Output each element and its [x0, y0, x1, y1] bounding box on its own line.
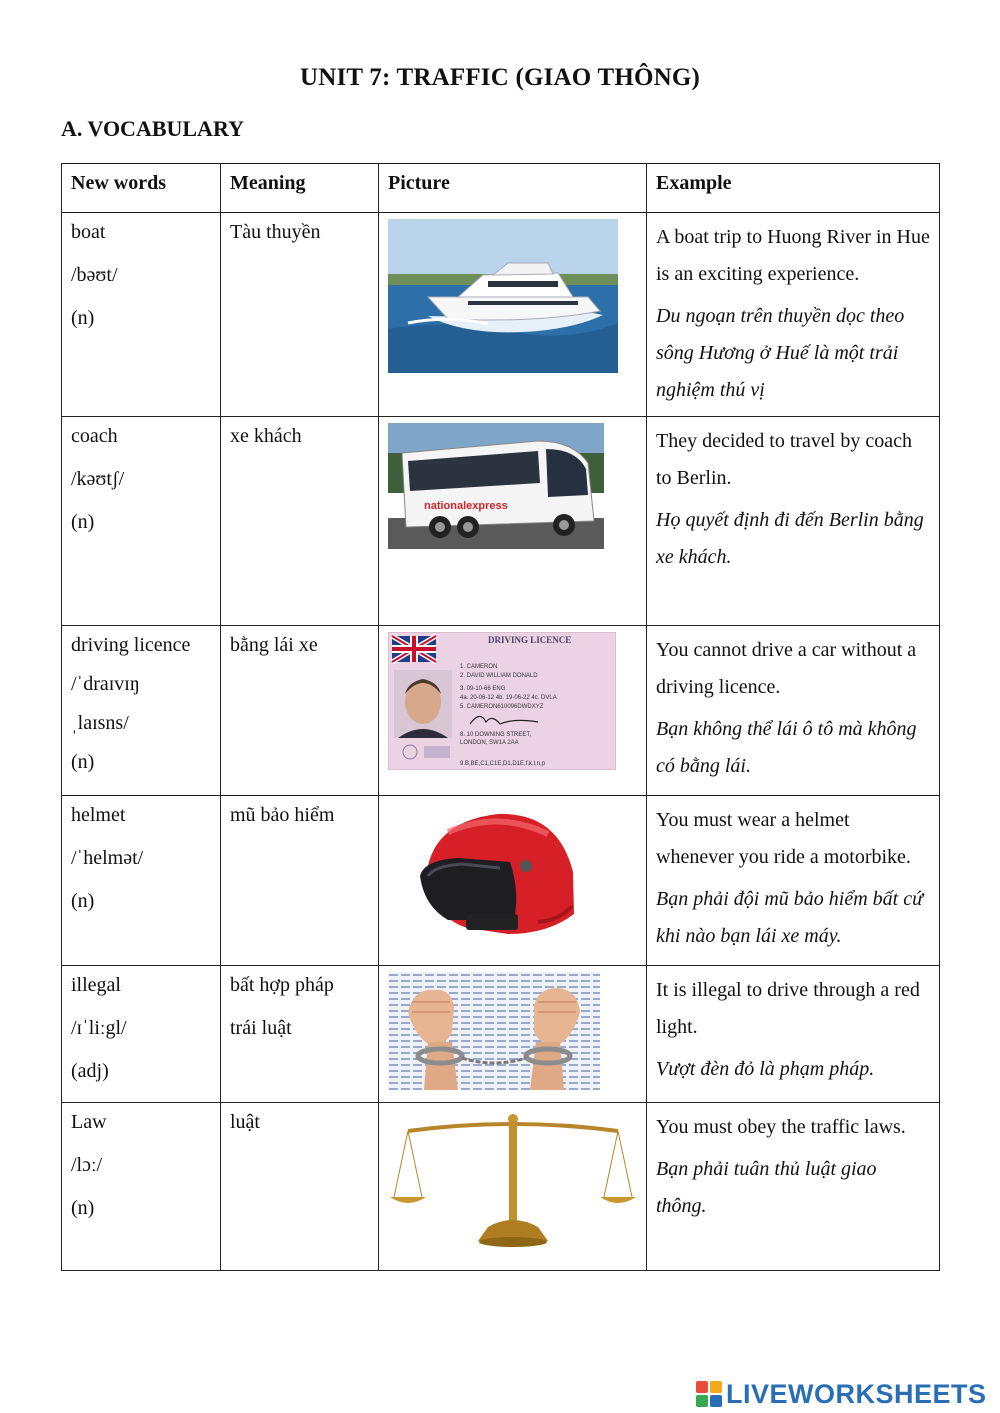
example-vietnamese: Du ngoạn trên thuyền dọc theo sông Hương ở Huế là một trải nghiệm thú vị	[656, 305, 905, 401]
example-english: You must obey the traffic laws.	[656, 1116, 906, 1138]
liveworksheets-logo	[696, 1377, 987, 1411]
header-picture: Picture	[379, 164, 647, 213]
meaning-cell	[221, 626, 379, 796]
header-example: Example	[647, 164, 940, 213]
meaning: bằng lái xe	[230, 634, 318, 656]
table-row	[62, 966, 940, 1103]
picture-cell	[379, 626, 647, 796]
meaning-alt: trái luật	[230, 1017, 292, 1039]
example-vietnamese: Họ quyết định đi đến Berlin bằng xe khách.	[656, 509, 924, 568]
meaning: Tàu thuyền	[230, 221, 321, 243]
liveworksheets-logo-icon	[696, 1381, 722, 1407]
example-english: They decided to travel by coach to Berlin.	[656, 430, 912, 489]
meaning-cell	[221, 1103, 379, 1271]
example-vietnamese: Vượt đèn đỏ là phạm pháp.	[656, 1058, 875, 1080]
meaning-cell	[221, 417, 379, 626]
word-class: (n)	[71, 751, 95, 773]
meaning-cell	[221, 213, 379, 417]
word: boat	[71, 221, 106, 243]
licence-line: 3. 09-10-66 ENG	[460, 686, 506, 692]
example-english: It is illegal to drive through a red light.	[656, 979, 920, 1038]
licence-line: 4a. 20-06-12 4b. 19-06-22 4c. DVLA	[460, 695, 557, 701]
watermark-text: LIVEWORKSHEETS	[726, 1378, 987, 1409]
word-cell	[62, 213, 221, 417]
word: Law	[71, 1111, 107, 1133]
example-vietnamese: Bạn phải đội mũ bảo hiểm bất cứ khi nào bạn lái xe máy.	[656, 888, 923, 947]
licence-line: 2. DAVID WILLIAM DONALD	[460, 673, 538, 679]
licence-line: LONDON, SW1A 2AA	[460, 740, 519, 746]
scales-of-justice-image	[388, 1109, 637, 1249]
phonetic: /ɪˈliːgl/	[71, 1017, 127, 1039]
phonetic: /ˈdraɪvɪŋ	[71, 673, 140, 695]
red-helmet-image	[388, 802, 637, 952]
coach-livery-text: nationalexpress	[424, 500, 508, 512]
table-row	[62, 626, 940, 796]
licence-header-text: DRIVING LICENCE	[488, 635, 572, 645]
example-cell	[647, 796, 940, 966]
example-cell	[647, 1103, 940, 1271]
table-row	[62, 213, 940, 417]
meaning: xe khách	[230, 425, 302, 447]
word-class: (adj)	[71, 1060, 109, 1082]
example-vietnamese: Bạn không thể lái ô tô mà không có bằng lái.	[656, 718, 917, 777]
word-cell	[62, 417, 221, 626]
example-cell	[647, 417, 940, 626]
example-english: You must wear a helmet whenever you ride a motorbike.	[656, 809, 911, 868]
example-vietnamese: Bạn phải tuân thủ luật giao thông.	[656, 1158, 877, 1217]
word-class: (n)	[71, 307, 95, 329]
example-cell	[647, 626, 940, 796]
table-header-row	[62, 164, 940, 213]
word: driving licence	[71, 634, 191, 656]
table-row	[62, 417, 940, 626]
licence-line: 5. CAMERON610096DWDXYZ	[460, 704, 544, 710]
word-cell	[62, 966, 221, 1103]
picture-cell	[379, 417, 647, 626]
word: coach	[71, 425, 118, 447]
driving-licence-image	[388, 632, 637, 770]
meaning-cell	[221, 796, 379, 966]
example-english: A boat trip to Huong River in Hue is an exciting experience.	[656, 226, 930, 285]
word: illegal	[71, 974, 121, 996]
phonetic: /kəʊtʃ/	[71, 468, 125, 490]
phonetic-continued: ˌlaɪsns/	[71, 712, 129, 734]
word-class: (n)	[71, 1197, 95, 1219]
coach-bus-image	[388, 423, 637, 549]
speedboat-image	[388, 219, 637, 373]
picture-cell	[379, 1103, 647, 1271]
meaning: bất hợp pháp	[230, 974, 334, 996]
word-cell	[62, 626, 221, 796]
table-row	[62, 1103, 940, 1271]
word-class: (n)	[71, 890, 95, 912]
meaning-cell	[221, 966, 379, 1103]
licence-line: 8. 10 DOWNING STREET,	[460, 732, 532, 738]
page-title: UNIT 7: TRAFFIC (GIAO THÔNG)	[299, 64, 701, 91]
phonetic: /ˈhelmət/	[71, 847, 144, 869]
meaning: luật	[230, 1111, 260, 1133]
example-cell	[647, 966, 940, 1103]
header-meaning: Meaning	[221, 164, 379, 213]
licence-line: 1. CAMERON	[460, 664, 498, 670]
phonetic: /bəʊt/	[71, 264, 118, 286]
phonetic: /lɔː/	[71, 1154, 103, 1176]
picture-cell	[379, 966, 647, 1103]
licence-line: 9.B,BE,C1,C1E,D1,D1E,f,k,l,n,p	[460, 761, 546, 767]
vocabulary-table	[61, 163, 940, 1271]
header-new-words: New words	[62, 164, 221, 213]
word-cell	[62, 796, 221, 966]
table-row	[62, 796, 940, 966]
picture-cell	[379, 213, 647, 417]
picture-cell	[379, 796, 647, 966]
word: helmet	[71, 804, 126, 826]
word-class: (n)	[71, 511, 95, 533]
meaning: mũ bảo hiểm	[230, 804, 335, 826]
handcuffed-fists-image	[388, 972, 637, 1090]
example-english: You cannot drive a car without a driving licence.	[656, 639, 917, 698]
word-cell	[62, 1103, 221, 1271]
example-cell	[647, 213, 940, 417]
section-heading: A. VOCABULARY	[61, 116, 244, 141]
